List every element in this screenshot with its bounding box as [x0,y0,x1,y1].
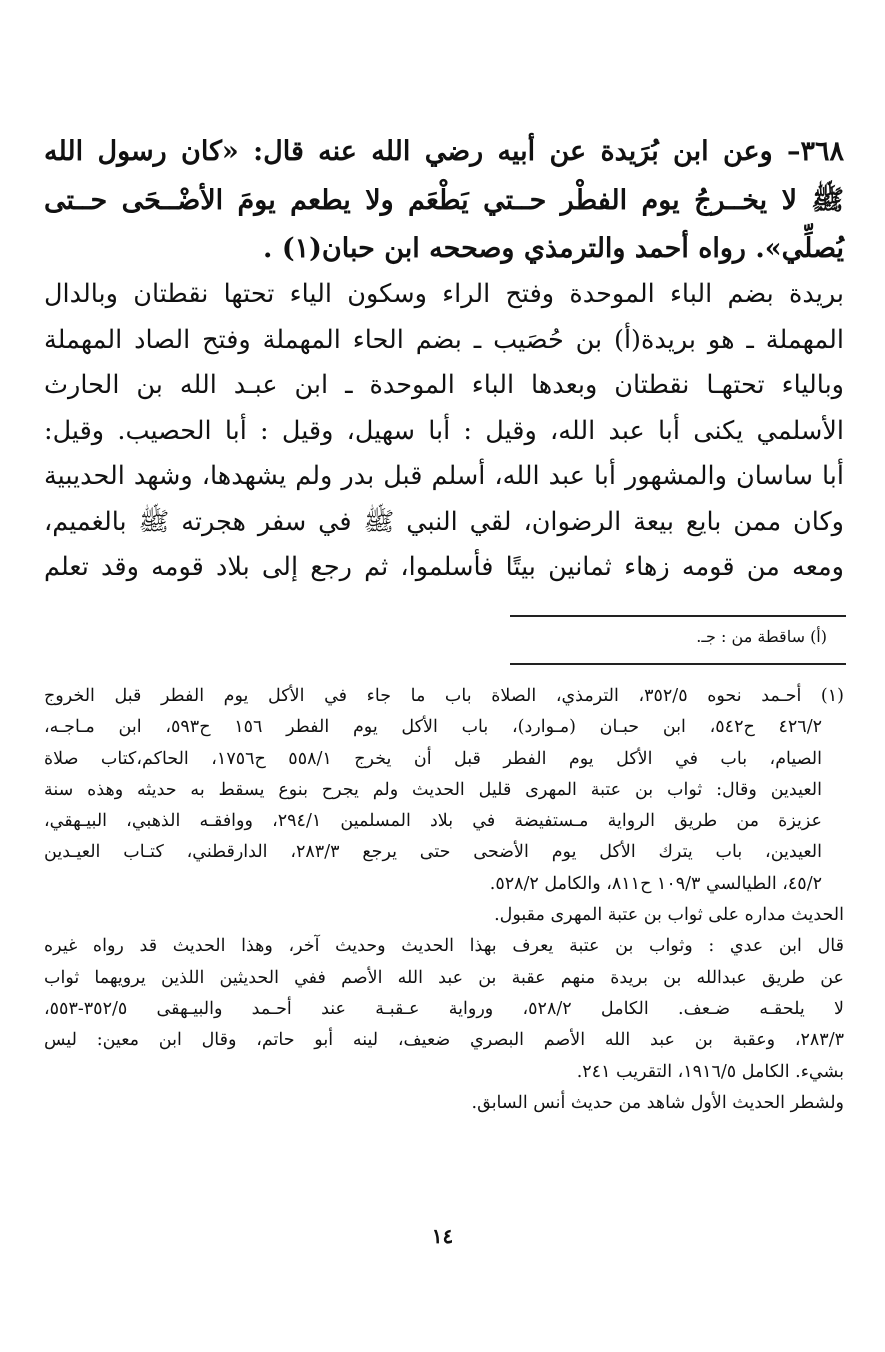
page-number: ١٤ [431,1224,454,1248]
explanation-line: بريدة بضم الباء الموحدة وفتح الراء وسكون الياء تحتها نقطتان وبالدال [44,279,844,309]
narrator-explanation [44,272,844,591]
explanation-line: وكان ممن بايع بيعة الرضوان، لقي النبي ﷺ في سفر هجرته ﷺ بالغميم، [44,506,844,537]
footnote-line: ٤٢٦/٢ ح٥٤٢، ابن حبـان (مـوارد)، باب الأكل يوم الفطر ١٥٦ ح٥٩٣، ابن مـاجـه، [44,717,822,738]
footnote-line: عزيزة من طريق الرواية مـستفيضة في بلاد المسلمين ٢٩٤/١، ووافقـه الذهبي، البيـهقي، [44,811,822,832]
hadith-line: يُصلِّي». رواه أحمد والترمذي وصححه ابن حبان(١) . [263,233,844,264]
footnote-line: بشيء. الكامل ١٩١٦/٥، التقريب ٢٤١. [576,1061,844,1082]
footnote-line: الصيام، باب في الأكل يوم الفطر قبل أن يخرج ٥٥٨/١ ح١٧٥٦، الحاكم،كتاب صلاة [44,748,823,769]
footnotes [44,681,844,1119]
explanation-line: الأسلمي يكنى أبا عبد الله، وقيل : أبا سهيل، وقيل : أبا الحصيب. وقيل: [44,415,844,446]
footnote-line: قال ابن عدي : وثواب بن عتبة يعرف بهذا الحديث وحديث آخر، وهذا الحديث قد رواه غيره [44,936,844,957]
hadith-line: ٣٦٨– وعن ابن بُرَيدة عن أبيه رضي الله عنه قال: «كان رسول الله [44,136,844,167]
footnote-line: ٢٨٣/٣، وعقبة بن عبد الله الأصم البصري ضعيف، لينه أبو حاتم، وقال ابن معين: ليس [44,1030,844,1051]
footnote-line: ٤٥/٢، الطيالسي ١٠٩/٣ ح٨١١، والكامل ٥٢٨/٢. [489,873,822,894]
footnote-divider [510,663,846,665]
footnote-divider [510,615,846,617]
explanation-line: وبالياء تحتهـا نقطتان وبعدها الباء الموحدة ـ ابن عبـد الله بن الحارث [44,370,844,400]
hadith-text [44,128,844,274]
footnote-line: الحديث مداره على ثواب بن عتبة المهرى مقبول. [494,905,844,926]
hadith-line: ﷺ لا يخــرجُ يوم الفطْر حــتي يَطْعَم ولا يطعم يومَ الأضْــحَى حــتى [44,184,844,216]
footnote-line: عن طريق عبدالله بن بريدة منهم عقبة بن عبد الله الأصم ففي الحديثين اللذين يرويهما ثواب [44,967,844,988]
footnote-line: العيدين وقال: ثواب بن عتبة المهرى قليل الحديث ولم يجرح بنوع يسقط به حديثه وهذه سنة [44,779,822,800]
explanation-line: المهملة ـ هو بريدة(أ) بن حُصَيب ـ بضم الحاء المهملة وفتح الصاد المهملة [44,324,844,355]
explanation-line: ومعه من قومه زهاء ثمانين بيتًا فأسلموا، ثم رجع إلى بلاد قومه وقد تعلم [44,552,844,582]
footnote-line: العيدين، باب يترك الأكل يوم الأضحى حتى يرجع ٢٨٣/٣، الدارقطني، كتـاب العيـدين [44,842,822,863]
footnote-line: لا يلحقـه ضـعف. الكامل ٥٢٨/٢، ورواية عـقبـة عند أحـمد والبيـهقى ٣٥٢/٥-٥٥٣، [44,998,845,1019]
explanation-line: أبا ساسان والمشهور أبا عبد الله، أسلم قبل بدر ولم يشهدها، وشهد الحديبية [44,461,844,491]
footnote-line: ولشطر الحديث الأول شاهد من حديث أنس السابق. [471,1092,844,1113]
footnote-line: (١) أحـمد نحوه ٣٥٢/٥، الترمذي، الصلاة باب ما جاء في الأكل يوم الفطر قبل الخروج [44,686,844,706]
variant-footnote: (أ) ساقطة من : جـ. [696,627,827,646]
